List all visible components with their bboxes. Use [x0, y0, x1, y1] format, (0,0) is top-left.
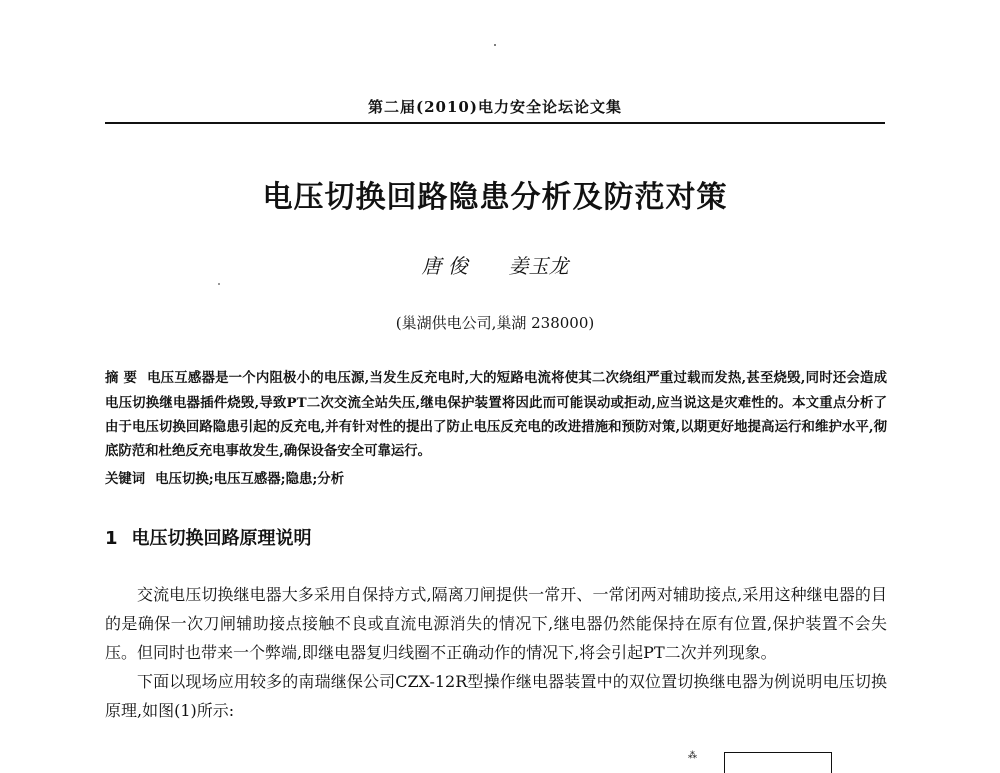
body-paragraph: 交流电压切换继电器大多采用自保持方式,隔离刀闸提供一常开、一常闭两对辅助接点,采用这种继电器的目的是确保一次刀闸辅助接点接触不良或直流电源消失的情况下,继电器仍然能保持在原有位置,保护装置不会失压。但同时也带来一个弊端,即继电器复归线圈不正确动作的情况下,将会引起PT二次并列现象。 [105, 585, 887, 662]
keywords [105, 468, 887, 487]
author-1: 唐 俊 [421, 254, 468, 278]
abstract [105, 366, 887, 463]
abstract-text: 电压互感器是一个内阻极小的电压源,当发生反充电时,大的短路电流将使其二次绕组严重过载而发热,甚至烧毁,同时还会造成电压切换继电器插件烧毁,导致PT二次交流全站失压,继电保护装置将因此而可能误动或拒动,应当说这是灾难性的。本文重点分析了由于电压切换回路隐患引起的反充电,并有针对性的提出了防止电压反充电的改进措施和预防对策,以期更好地提高运行和维护水平,彻底防范和杜绝反充电事故发生,确保设备安全可靠运行。 [105, 370, 887, 459]
body-paragraph: 下面以现场应用较多的南瑞继保公司CZX-12R型操作继电器装置中的双位置切换继电器为例说明电压切换原理,如图(1)所示: [105, 672, 887, 720]
section-number: 1 [105, 528, 118, 549]
keywords-text: 电压切换;电压互感器;隐患;分析 [155, 471, 345, 487]
section-title: 电压切换回路原理说明 [131, 528, 312, 549]
paper-title: 电压切换回路隐患分析及防范对策 [262, 180, 728, 215]
scan-speck [218, 283, 220, 285]
affiliation: (巢湖供电公司,巢湖 238000) [395, 314, 595, 332]
authors [105, 250, 885, 279]
keywords-label: 关键词 [105, 472, 146, 487]
section-heading [105, 524, 885, 550]
running-header: 第二届(2010)电力安全论坛论文集 [368, 98, 622, 116]
section-body [105, 580, 887, 725]
figure-box-fragment [724, 752, 832, 773]
figure-fragment: ⁂ [688, 751, 697, 761]
author-2: 姜玉龙 [508, 254, 569, 278]
abstract-label: 摘 要 [105, 371, 138, 386]
scan-speck [494, 44, 496, 46]
header-rule [105, 122, 885, 124]
